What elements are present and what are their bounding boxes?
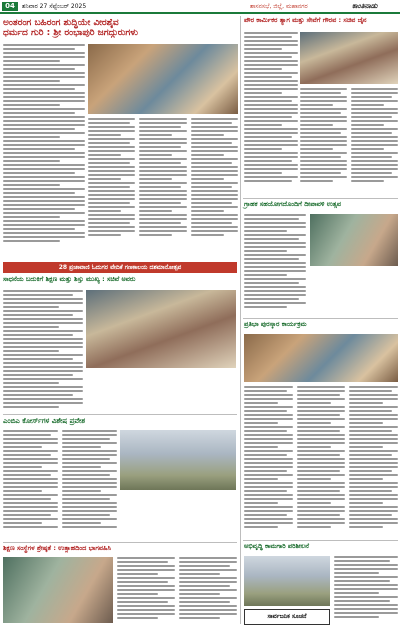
paper-logo: ಕಾಂತಿನಾಡು: [352, 2, 378, 10]
text-column: [191, 118, 238, 258]
section-rule: [243, 540, 398, 541]
text-column: [244, 386, 293, 536]
top-right-photo: [300, 32, 398, 84]
text-column: [139, 118, 186, 258]
text-column: [297, 386, 346, 536]
left-lower-photo: [120, 430, 236, 490]
section-label: ಶಾಸನಸಭೆ, ಜಿಲ್ಲೆ, ಮಹಾನಗರ: [250, 3, 308, 10]
lead-text-right: [88, 118, 238, 258]
bottom-right-text: [334, 556, 398, 624]
bottom-left-text: [117, 557, 237, 623]
lead-headline: [3, 18, 235, 39]
date-line: ಶನಿವಾರ 27 ಸೆಪ್ಟೆಂಬರ್ 2025: [22, 3, 87, 10]
page-number: 04: [2, 2, 18, 11]
mid-band: 28 ಪ್ರಜಾವಾಣಿ ಓದುಗರ ವೇದಿಕೆ ಗಣಕಾಲಯ ದಶಮಾನೋತ್ಸವ: [3, 262, 237, 273]
mid-left-photo: [86, 290, 236, 368]
top-right-headline: ಪೌರ ಕಾರ್ಮಿಕರ ತ್ಯಾಗ ಮತ್ತು ಸೇವೆಗೆ ಗೌರವ : ಸಚಿವ ಜೈನ: [244, 16, 367, 24]
lead-text-left: [3, 44, 85, 259]
text-column: [62, 430, 117, 540]
text-column: [117, 557, 175, 623]
text-column: [244, 214, 306, 314]
bottom-right-headline: ಅಭಿವೃದ್ಧಿ ಕಾಮಗಾರಿ ಪರಿಶೀಲನೆ: [244, 542, 310, 550]
right-lower-photo: [244, 334, 398, 382]
right-mid-photo: [310, 214, 398, 266]
text-column: [179, 557, 237, 623]
right-lower-text: [244, 386, 398, 536]
bottom-left-headline: ಶಿಕ್ಷಣ ಸಂಸ್ಥೆಗಳ ಶ್ರೇಷ್ಠತೆ : ಉತ್ಸಾಹದಿಂದ ಭಾಗವಹಿಸಿ: [3, 544, 111, 552]
column-divider: [240, 16, 241, 624]
lead-headline-line-2: ಧರ್ಮದ ಗುರಿ : ಶ್ರೀ ರಂಭಾಪುರಿ ಜಗದ್ಗುರುಗಳು: [3, 28, 139, 39]
text-column: [300, 88, 347, 198]
bottom-left-photo: [3, 557, 113, 623]
text-column: [3, 430, 58, 540]
mid-left-text: [3, 290, 83, 410]
left-lower-headline: ಎಂಬಿಎ ಕೋರ್ಸ್‌ಗಳ ವಿಶೇಷ ಪ್ರವೇಶ: [3, 417, 86, 425]
top-right-text-2: [300, 88, 398, 198]
bottom-right-photo: [244, 556, 330, 606]
lead-headline-line-1: ಅಂತರಂಗ ಬಹಿರಂಗ ಶುದ್ಧಿಯೇ ವೀರಶೈವ: [3, 18, 119, 28]
right-mid-headline: ಗ್ರಾಹಕ ಸಹಯೋಗದೊಂದಿಗೆ ದೀಪಾವಳಿ ಉತ್ಸವ: [244, 200, 341, 208]
left-lower-text: [3, 430, 117, 540]
text-column: [351, 88, 398, 198]
text-column: [349, 386, 398, 536]
mid-left-headline: ಸಾಧನೆಯ ಬದುಕಿಗೆ ಶಿಕ್ಷಣ ಮತ್ತು ಶಿಸ್ತು ಮುಖ್ಯ : ಸಚಿವೆ ಅವರು: [3, 275, 136, 283]
section-rule: [3, 414, 237, 415]
text-column: [244, 32, 298, 192]
right-lower-headline: ಪ್ರತಿಭಾ ಪುರಸ್ಕಾರ ಕಾರ್ಯಕ್ರಮ: [244, 320, 307, 328]
section-rule: [243, 318, 398, 319]
right-mid-text: [244, 214, 306, 314]
section-rule: [3, 542, 237, 543]
text-column: [334, 556, 398, 624]
lead-photo: [88, 44, 238, 114]
text-column: [3, 290, 83, 410]
text-column: [3, 44, 85, 259]
masthead: [0, 0, 400, 12]
text-column: [88, 118, 135, 258]
top-right-text: [244, 32, 298, 192]
section-rule: [243, 198, 398, 199]
masthead-rule: [0, 12, 400, 14]
notice-box: ಸಾರ್ವಜನಿಕ ಸೂಚನೆ: [244, 609, 330, 625]
